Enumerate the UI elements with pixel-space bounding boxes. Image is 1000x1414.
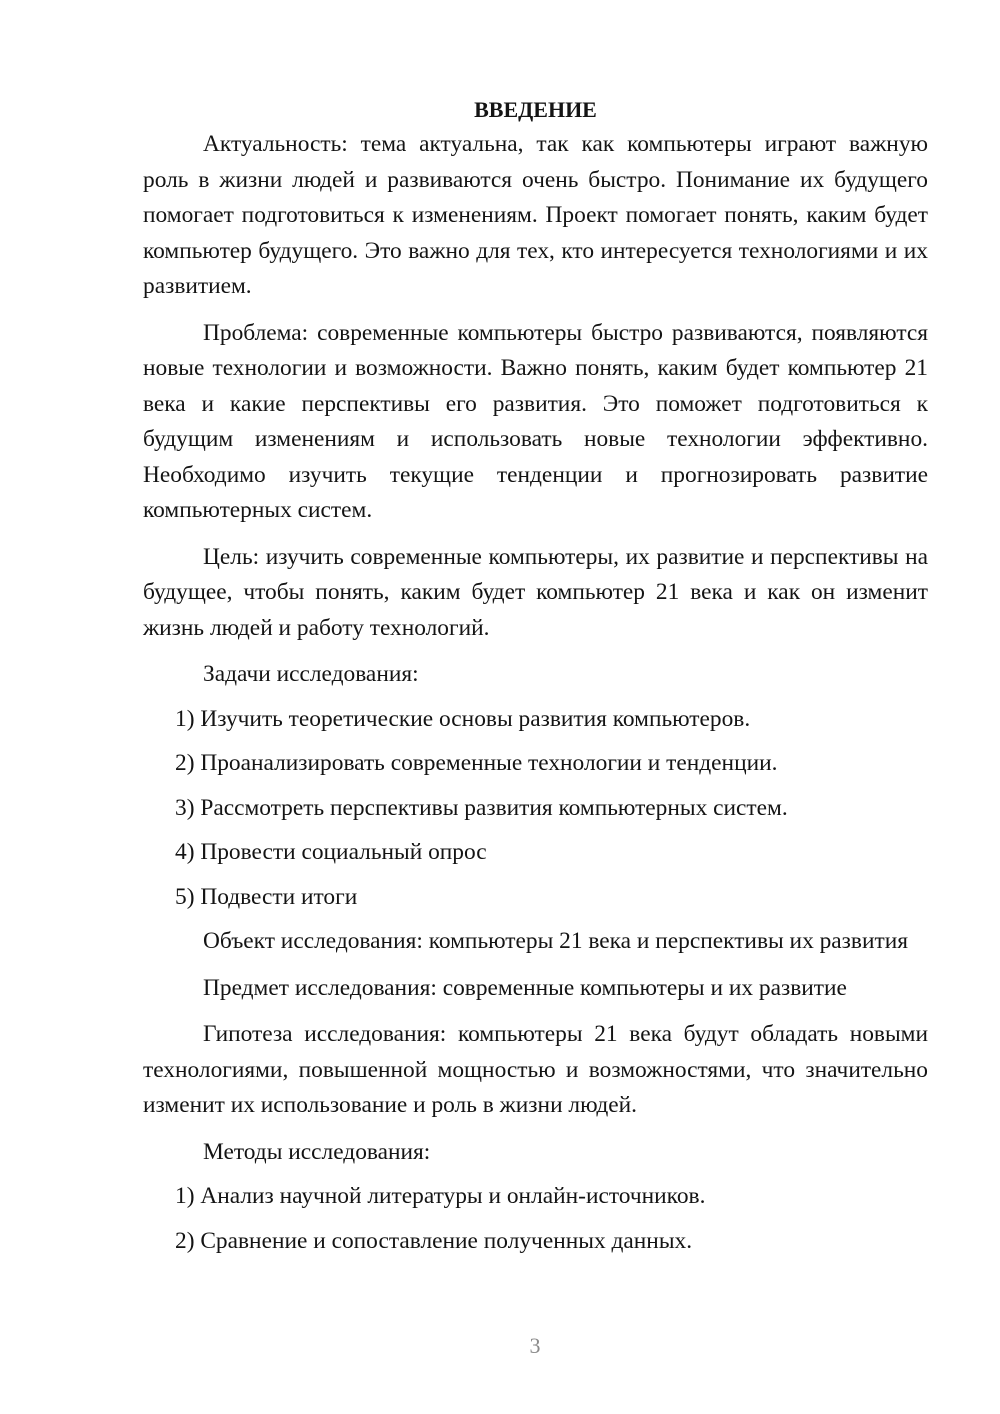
methods-heading: Методы исследования: — [203, 1138, 431, 1165]
task-item: 1) Изучить теоретические основы развития компьютеров. — [175, 705, 751, 732]
paragraph-object: Объект исследования: компьютеры 21 века и перспективы их развития — [203, 928, 908, 954]
paragraph-goal: Цель: изучить современные компьютеры, их развитие и перспективы на будущее, чтобы понять, каким будет компьютер 21 века и как он изменит жизнь людей и работу технологий. — [143, 543, 928, 641]
task-item: 2) Проанализировать современные технологии и тенденции. — [175, 750, 778, 776]
paragraph-relevance: Актуальность: тема актуальна, так как компьютеры играют важную роль в жизни людей и развиваются очень быстро. Понимание их будущего помогает подготовиться к изменениям. Проект помогает понять, каким будет компьютер будущего. Это важно для тех, кто интересуется технологиями и их развитием. — [143, 131, 928, 299]
paragraph-hypothesis: Гипотеза исследования: компьютеры 21 века будут обладать новыми технологиями, повышенной мощностью и возможностями, что значительно изменит их использование и роль в жизни людей. — [143, 1021, 928, 1118]
tasks-heading: Задачи исследования: — [203, 661, 419, 687]
document-page — [143, 92, 928, 1259]
method-item: 1) Анализ научной литературы и онлайн-источников. — [175, 1183, 706, 1209]
paragraph-subject: Предмет исследования: современные компьютеры и их развитие — [203, 974, 847, 1001]
page-number: 3 — [529, 1333, 541, 1358]
task-item: 3) Рассмотреть перспективы развития компьютерных систем. — [175, 794, 788, 821]
task-item: 5) Подвести итоги — [175, 883, 358, 910]
method-item: 2) Сравнение и сопоставление полученных данных. — [175, 1227, 693, 1254]
task-item: 4) Провести социальный опрос — [175, 839, 487, 865]
paragraph-problem: Проблема: современные компьютеры быстро развиваются, появляются новые технологии и возможности. Важно понять, каким будет компьютер 21 века и какие перспективы его развития. Это поможет подготовиться к будущим изменениям и использовать новые технологии эффективно. Необходимо изучить текущие тенденции и прогнозировать развитие компьютерных систем. — [143, 319, 928, 523]
section-title: ВВЕДЕНИЕ — [474, 97, 597, 122]
